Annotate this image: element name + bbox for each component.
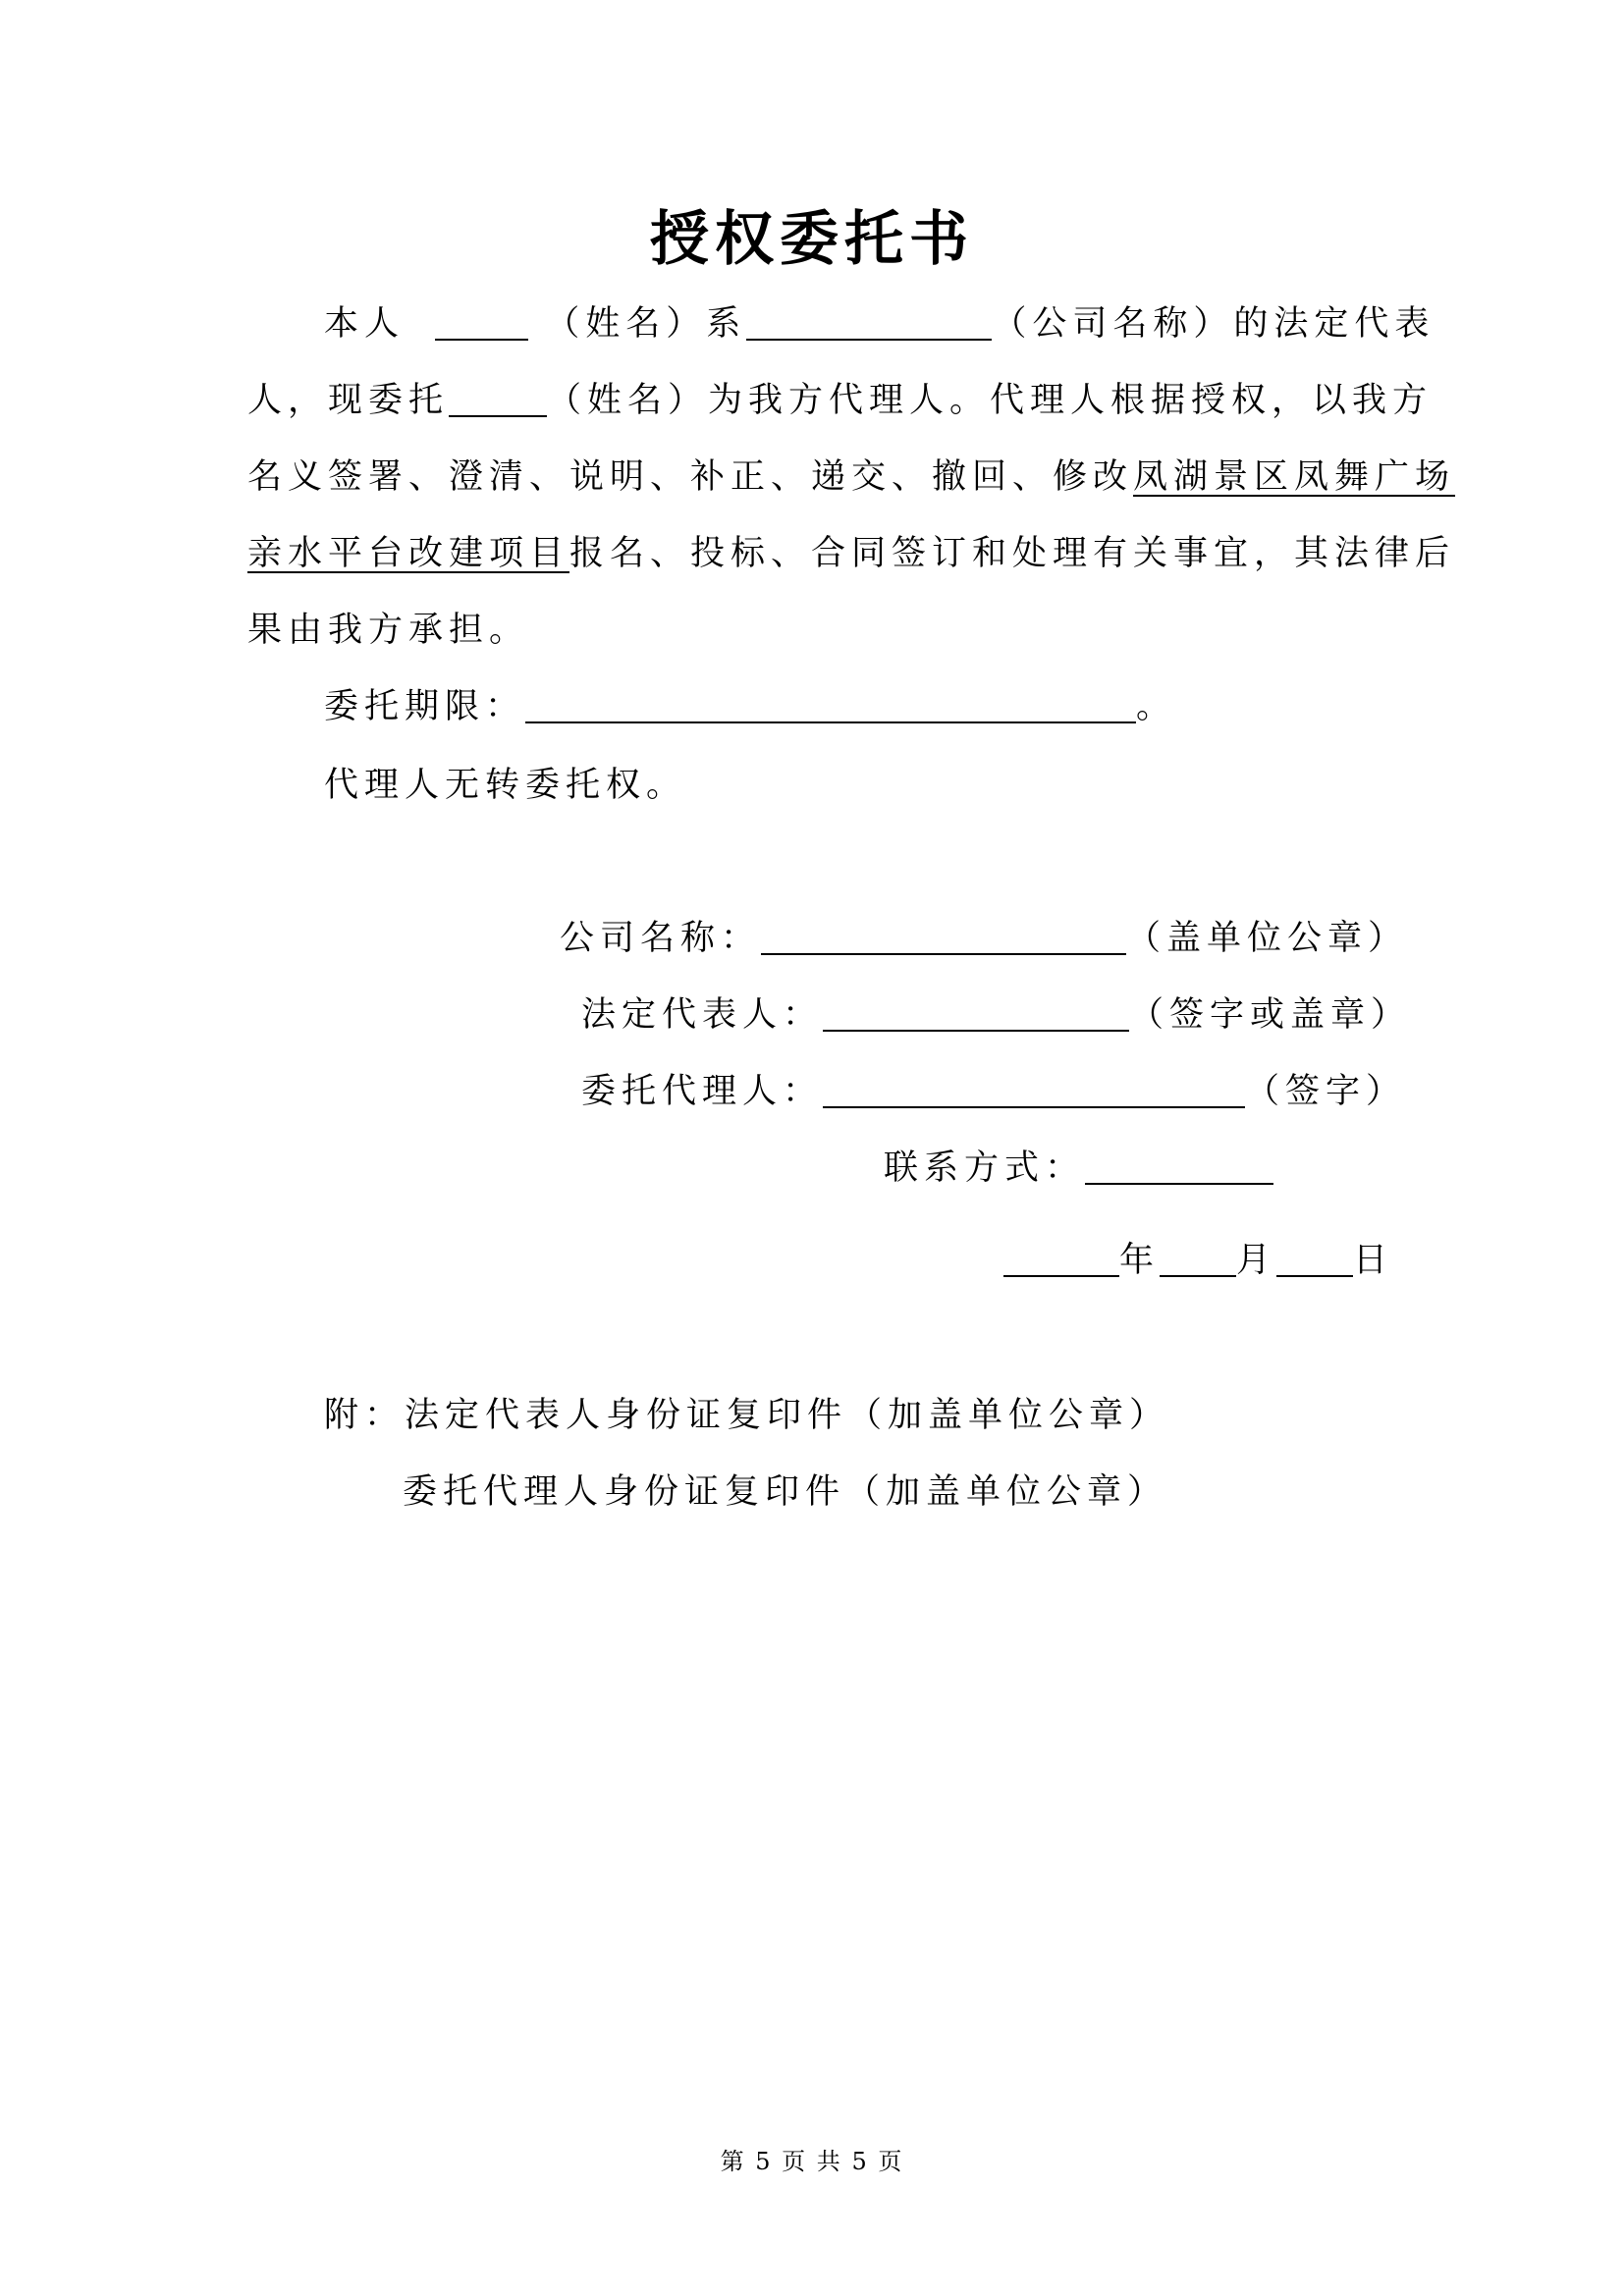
attachment-item2: 委托代理人身份证复印件（加盖单位公章）	[403, 1472, 1168, 1512]
legal-rep-note: （签字或盖章）	[1129, 995, 1412, 1035]
company-name-blank[interactable]	[746, 303, 992, 341]
attachment-prefix: 附：	[324, 1396, 406, 1435]
agent-sign-blank[interactable]	[823, 1071, 1245, 1108]
date-line	[1003, 1235, 1393, 1286]
attachment-line1	[324, 1390, 1169, 1441]
text-name-hint: （姓名）系	[545, 304, 747, 344]
legal-rep-blank[interactable]	[823, 994, 1129, 1032]
month-label: 月	[1236, 1241, 1277, 1280]
text-consequences: 果由我方承担。	[247, 611, 530, 650]
company-sign-blank[interactable]	[761, 918, 1126, 955]
agent-label: 委托代理人：	[581, 1072, 824, 1111]
contact-label: 联系方式：	[884, 1148, 1086, 1188]
day-blank[interactable]	[1276, 1240, 1353, 1277]
text-matters: 报名、投标、合同签订和处理有关事宜，其法律后	[569, 534, 1456, 573]
term-label: 委托期限：	[324, 687, 526, 726]
year-blank[interactable]	[1003, 1240, 1119, 1277]
project-name-part1: 凤湖景区凤舞广场	[1133, 457, 1456, 497]
para1-line1	[324, 298, 1435, 349]
company-sign-line	[560, 913, 1408, 964]
para1-line5	[247, 605, 529, 656]
year-label: 年	[1119, 1241, 1161, 1280]
day-label: 日	[1353, 1241, 1394, 1280]
text-actions: 名义签署、澄清、说明、补正、递交、撤回、修改	[247, 457, 1134, 497]
contact-line	[884, 1143, 1273, 1194]
para1-line3	[247, 452, 1455, 503]
agent-sign-line	[581, 1066, 1406, 1117]
legal-rep-line	[581, 989, 1411, 1041]
no-transfer-text: 代理人无转委托权。	[324, 766, 687, 805]
agent-note: （签字）	[1245, 1072, 1407, 1111]
contact-blank[interactable]	[1085, 1148, 1273, 1185]
term-blank[interactable]	[525, 686, 1136, 723]
month-blank[interactable]	[1160, 1240, 1236, 1277]
para1-line2	[247, 375, 1433, 426]
text-ben-ren: 本人	[324, 304, 406, 344]
text-entrust: 人，现委托	[247, 381, 450, 420]
legal-rep-label: 法定代表人：	[581, 995, 824, 1035]
attachment-item1: 法定代表人身份证复印件（加盖单位公章）	[405, 1396, 1170, 1435]
page-footer: 第 5 页 共 5 页	[720, 2148, 904, 2175]
text-company-hint: （公司名称）的法定代表	[992, 304, 1435, 344]
no-transfer-line	[324, 760, 686, 811]
document-title: 授权委托书	[650, 205, 974, 274]
company-note: （盖单位公章）	[1126, 919, 1409, 958]
text-agent-hint: （姓名）为我方代理人。代理人根据授权，以我方	[547, 381, 1434, 420]
term-end: 。	[1136, 687, 1177, 726]
company-label: 公司名称：	[560, 919, 762, 958]
project-name-part2: 亲水平台改建项目	[247, 534, 570, 573]
term-line	[324, 681, 1176, 732]
agent-name-blank[interactable]	[449, 380, 547, 417]
attachment-line2	[403, 1467, 1167, 1518]
name-blank[interactable]	[435, 303, 528, 341]
para1-line4	[247, 528, 1455, 579]
